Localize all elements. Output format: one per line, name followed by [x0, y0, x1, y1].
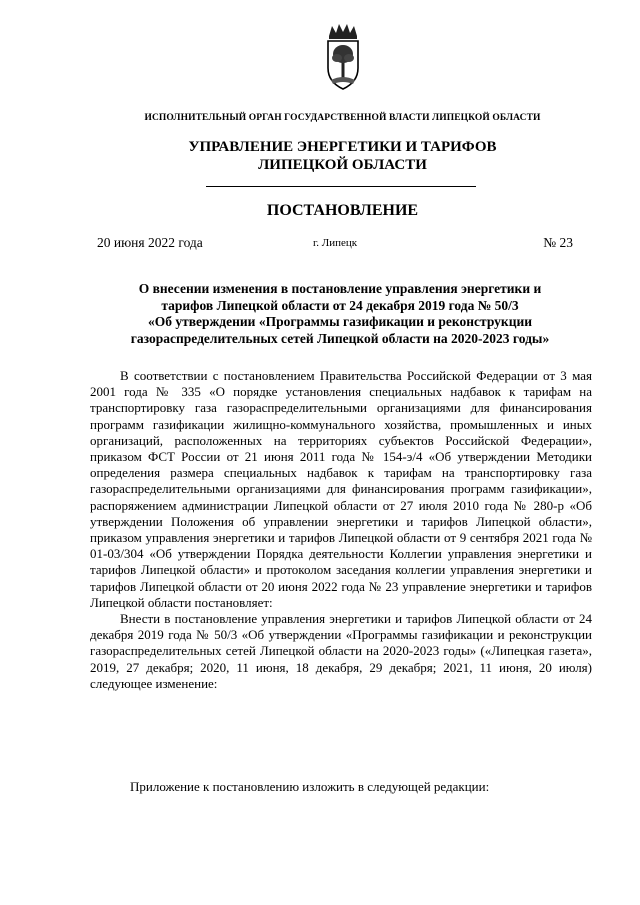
- title-line: газораспределительных сетей Липецкой области на 2020-2023 годы»: [130, 330, 550, 346]
- title-line: тарифов Липецкой области от 24 декабря 2019 года № 50/3: [161, 297, 519, 313]
- coat-of-arms-icon: [323, 22, 363, 92]
- issuing-authority: ИСПОЛНИТЕЛЬНЫЙ ОРГАН ГОСУДАРСТВЕННОЙ ВЛАСТИ ЛИПЕЦКОЙ ОБЛАСТИ: [144, 113, 541, 123]
- title-line: О внесении изменения в постановление управления энергетики и: [138, 281, 542, 296]
- department-name-line: УПРАВЛЕНИЕ ЭНЕРГЕТИКИ И ТАРИФОВ: [188, 139, 497, 155]
- document-city: г. Липецк: [313, 237, 358, 249]
- body-paragraph: Внести в постановление управления энергетики и тарифов Липецкой области от 24 декабря 2019 года № 50/3 «Об утверждении «Программы газификации и реконструкции газораспределительных сетей Липецкой области на 2020-2023 годы» («Липецкая газета», 2019, 27 декабря; 2020, 11 июня, 18 декабря, 29 декабря; 2021, 11 июня, 20 июля) следующее изменение:: [90, 611, 592, 691]
- document-number: № 23: [543, 235, 573, 250]
- document-title: [90, 281, 590, 347]
- header-divider: [206, 186, 476, 187]
- appendix-statement: Приложение к постановлению изложить в следующей редакции:: [130, 779, 490, 794]
- department-name: [0, 138, 640, 174]
- body-paragraph: В соответствии с постановлением Правительства Российской Федерации от 3 мая 2001 года № 335 «О порядке установления специальных надбавок к тарифам на транспортировку газа газораспределительными организациями для финансирования программ газификации жилищно-коммунального хозяйства, промышленных и иных организаций, расположенных на территориях субъектов Российской Федерации», приказом ФСТ России от 21 июня 2011 года № 154-э/4 «Об утверждении Методики определения размера специальных надбавок к тарифам на транспортировку газа газораспределительными организациями для финансирования программ газификации», распоряжением администрации Липецкой области от 27 июля 2010 года № 280-р «Об утверждении Положения об управлении энергетики и тарифов Липецкой области», приказом управления энергетики и тарифов Липецкой области от 9 сентября 2021 года № 01-03/304 «Об утверждении Порядка деятельности Коллегии управления энергетики и тарифов Липецкой области» и протоколом заседания коллегии управления энергетики и тарифов Липецкой области от 20 июня 2022 года № 23 управление энергетики и тарифов Липецкой области постановляет:: [90, 368, 592, 610]
- document-meta: [97, 235, 573, 253]
- document-type: ПОСТАНОВЛЕНИЕ: [266, 202, 419, 219]
- document-body: [90, 368, 592, 692]
- department-name-line: ЛИПЕЦКОЙ ОБЛАСТИ: [258, 157, 427, 173]
- document-date: 20 июня 2022 года: [97, 235, 203, 250]
- title-line: «Об утверждении «Программы газификации и реконструкции: [147, 314, 533, 329]
